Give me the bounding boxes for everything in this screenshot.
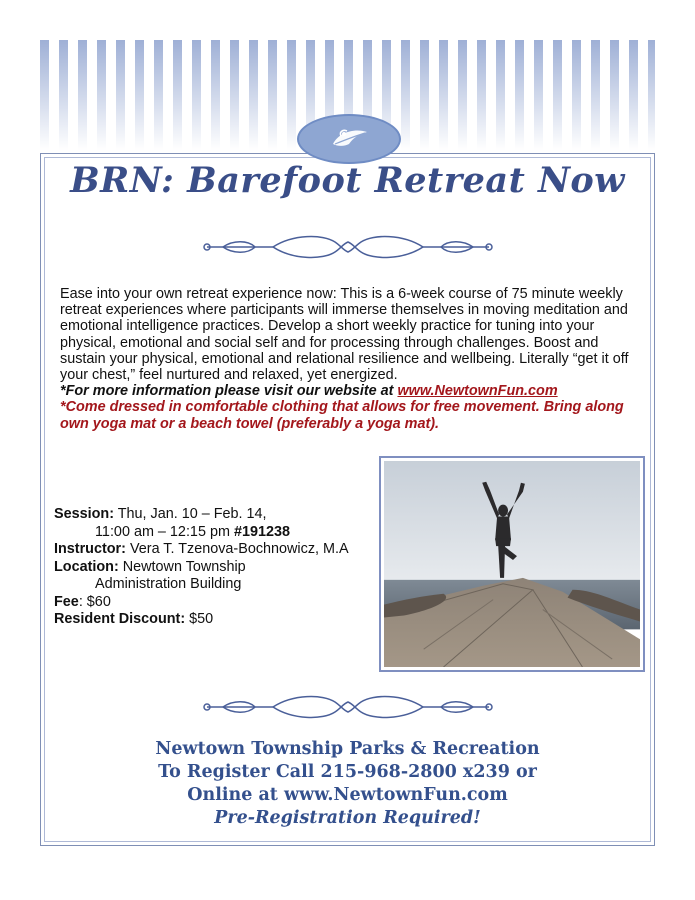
- course-description: [60, 286, 640, 432]
- location-value-2: Administration Building: [95, 576, 242, 592]
- time-value: 11:00 am – 12:15 pm: [95, 523, 234, 540]
- clothing-note: *Come dressed in comfortable clothing that allows for free movement. Bring along own yoga mat or a beach towel (preferably a yoga mat).: [60, 399, 624, 432]
- website-link[interactable]: www.NewtownFun.com: [397, 383, 558, 400]
- scroll-flourish-divider-icon: [203, 230, 493, 264]
- location-row-2: [54, 576, 384, 594]
- instructor-value: Vera T. Tzenova-Bochnowicz, M.A: [125, 541, 349, 557]
- footer-preregistration: Pre-Registration Required!: [214, 808, 481, 828]
- registration-footer: [44, 738, 651, 830]
- footer-org: Newtown Township Parks & Recreation: [155, 739, 540, 759]
- course-code: #191238: [233, 523, 290, 540]
- discount-row: [54, 611, 384, 629]
- instructor-row: [54, 541, 384, 559]
- location-label: Location:: [54, 558, 119, 575]
- fee-label: Fee: [54, 593, 79, 610]
- description-body: Ease into your own retreat experience now: This is a 6-week course of 75 minute weekly retreat experiences where participants will immerse themselves in moving meditation and emotional intelligence practices. Develop a short weekly practice for tuning into your physical, emotional and social self and for processing through challenges. Boost and sustain your physical, emotional and relational resilience and wellbeing. Literally “get it off your chest,” feel nurtured and relaxed, yet energized.: [60, 286, 629, 384]
- fee-value: : $60: [78, 593, 111, 610]
- session-details: [54, 506, 384, 629]
- yoga-photo: [384, 461, 640, 667]
- location-row: [54, 559, 384, 577]
- yoga-photo-frame: [379, 456, 645, 672]
- location-value: Newtown Township: [118, 558, 246, 575]
- session-row: [54, 506, 384, 524]
- more-info-text: *For more information please visit our website at: [60, 383, 398, 400]
- footer-online: Online at www.NewtownFun.com: [187, 785, 508, 805]
- scroll-flourish-divider-icon: [203, 690, 493, 724]
- feather-emblem-icon: [297, 114, 401, 164]
- footer-phone: To Register Call 215-968-2800 x239 or: [158, 762, 537, 782]
- fee-row: [54, 594, 384, 612]
- session-value: Thu, Jan. 10 – Feb. 14,: [113, 506, 267, 522]
- session-label: Session:: [54, 506, 114, 522]
- discount-label: Resident Discount:: [54, 611, 186, 627]
- flyer-title: BRN: Barefoot Retreat Now: [70, 160, 625, 201]
- discount-value: $50: [185, 611, 214, 627]
- instructor-label: Instructor:: [54, 541, 126, 557]
- time-row: [54, 524, 384, 542]
